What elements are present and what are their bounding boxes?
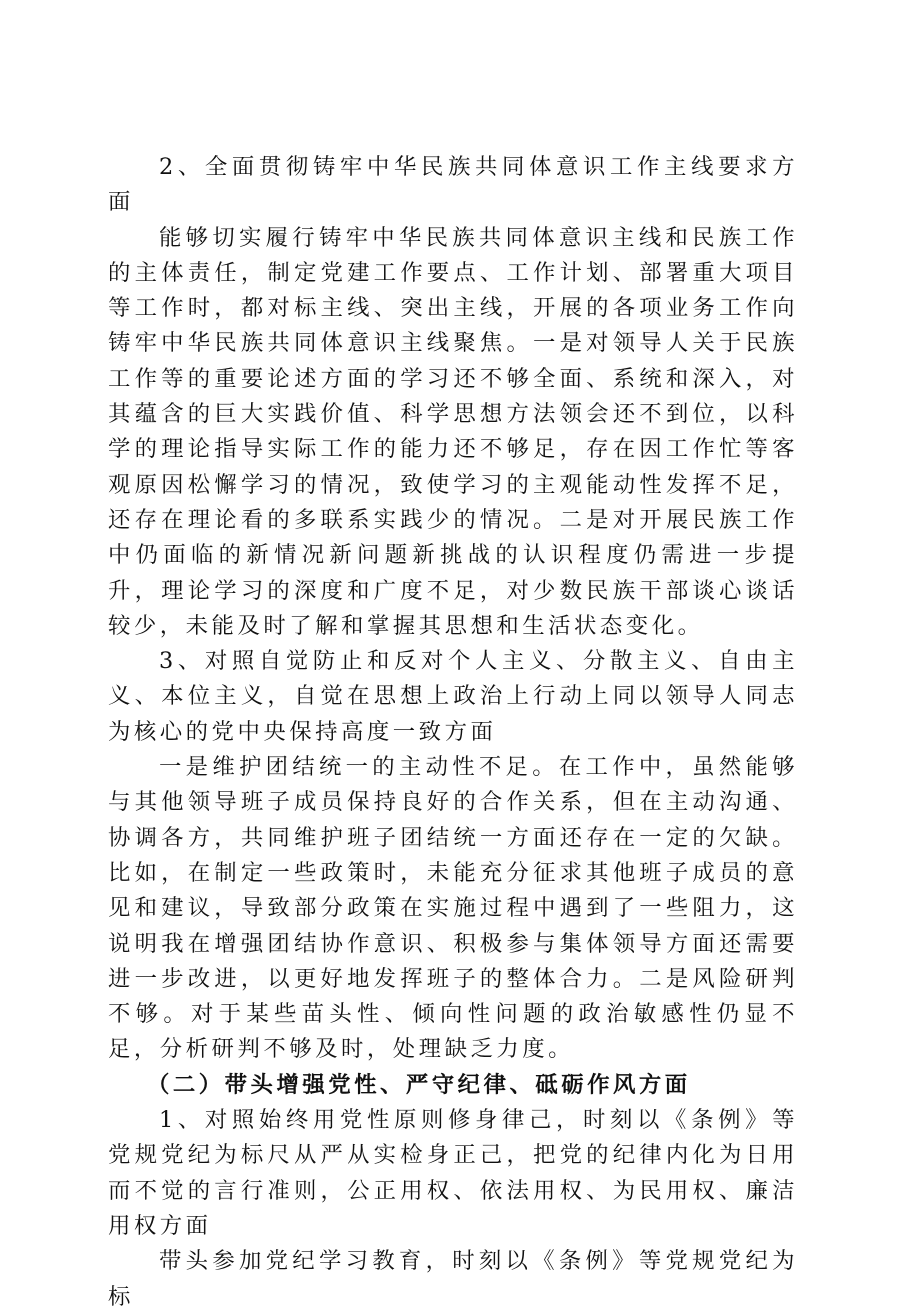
subheading-item-1: 1、对照始终用党性原则修身律己，时刻以《条例》等党规党纪为标尺从严从实检身正己，把党的纪律内化为日用而不觉的言行准则，公正用权、依法用权、为民用权、廉洁用权方面 — [108, 1107, 798, 1239]
body-paragraph: 能够切实履行铸牢中华民族共同体意识主线和民族工作的主体责任，制定党建工作要点、工作计划、部署重大项目等工作时，都对标主线、突出主线，开展的各项业务工作向铸牢中华民族共同体意识主线聚焦。一是对领导人关于民族工作等的重要论述方面的学习还不够全面、系统和深入，对其蕴含的巨大实践价值、科学思想方法领会还不到位，以科学的理论指导实际工作的能力还不够足，存在因工作忙等客观原因松懈学习的情况，致使学习的主观能动性发挥不足，还存在理论看的多联系实践少的情况。二是对开展民族工作中仍面临的新情况新问题新挑战的认识程度仍需进一步提升，理论学习的深度和广度不足，对少数民族干部谈心谈话较少，未能及时了解和掌握其思想和生活状态变化。 — [108, 224, 798, 639]
section-heading: （二）带头增强党性、严守纪律、砥砺作风方面 — [147, 1071, 691, 1098]
body-paragraph: 带头参加党纪学习教育，时刻以《条例》等党规党纪为标 — [108, 1248, 798, 1310]
subheading-item-2: 2、全面贯彻铸牢中华民族共同体意识工作主线要求方面 — [108, 154, 798, 216]
document-body — [108, 150, 798, 1315]
subheading-item-3: 3、对照自觉防止和反对个人主义、分散主义、自由主义、本位主义，自觉在思想上政治上行动上同以领导人同志为核心的党中央保持高度一致方面 — [108, 648, 798, 745]
body-paragraph: 一是维护团结统一的主动性不足。在工作中，虽然能够与其他领导班子成员保持良好的合作关系，但在主动沟通、协调各方，共同维护班子团结统一方面还存在一定的欠缺。比如，在制定一些政策时，未能充分征求其他班子成员的意见和建议，导致部分政策在实施过程中遇到了一些阻力，这说明我在增强团结协作意识、积极参与集体领导方面还需要进一步改进，以更好地发挥班子的整体合力。二是风险研判不够。对于某些苗头性、倾向性问题的政治敏感性仍显不足，分析研判不够及时，处理缺乏力度。 — [108, 754, 798, 1063]
